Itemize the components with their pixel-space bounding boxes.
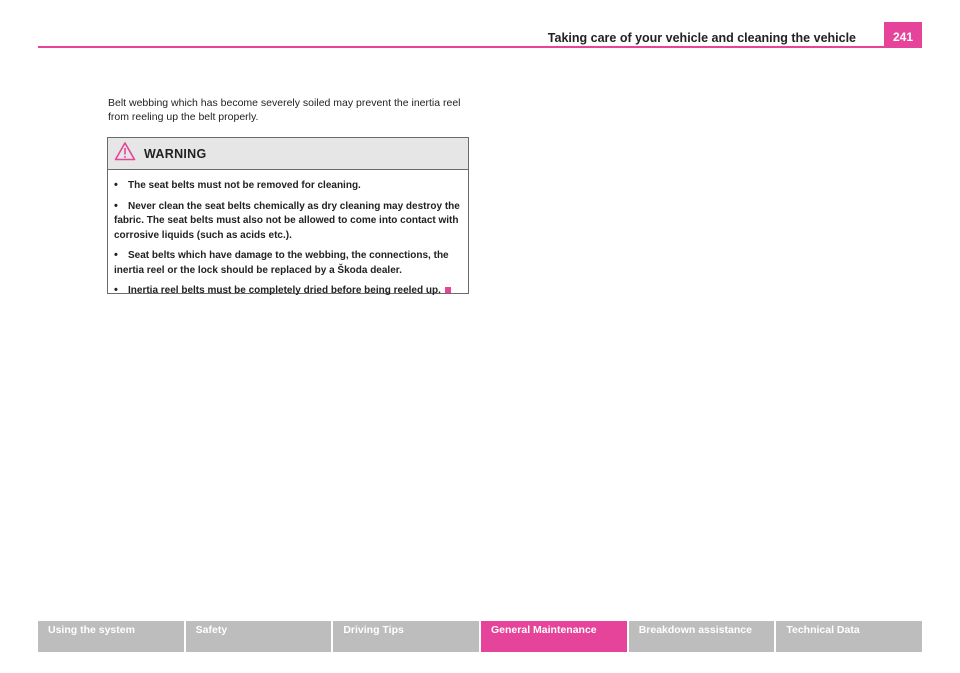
nav-tab-driving-tips[interactable]: Driving Tips [333,621,481,652]
page-title: Taking care of your vehicle and cleaning the vehicle [547,31,856,45]
warning-item: • The seat belts must not be removed for cleaning. [114,179,361,191]
nav-tab-technical-data[interactable]: Technical Data [776,621,922,652]
warning-triangle-icon [114,141,144,166]
warning-list [108,170,468,299]
bullet-icon: • [114,179,118,191]
warning-item: • Inertia reel belts must be completely dried before being reeled up. [114,283,463,299]
body-paragraph: Belt webbing which has become severely soiled may prevent the inertia reel from reeling up the belt properly. [108,97,461,123]
nav-tab-breakdown-assistance[interactable]: Breakdown assistance [629,621,777,652]
bullet-icon: • [114,199,118,212]
end-of-section-icon [445,287,451,293]
warning-item: • Never clean the seat belts chemically as dry cleaning may destroy the fabric. The seat belts must also not be allowed to come into contact with corrosive liquids (such as acids etc.). [114,199,460,241]
header-rule [38,46,920,48]
nav-tab-safety[interactable]: Safety [186,621,334,652]
warning-header [108,138,468,170]
nav-tab-using-the-system[interactable]: Using the system [38,621,186,652]
bullet-icon: • [114,284,118,296]
bullet-icon: • [114,249,118,261]
warning-title: WARNING [144,146,207,161]
warning-item: • Seat belts which have damage to the webbing, the connections, the inertia reel or the lock should be replaced by a Škoda dealer. [114,249,449,276]
page-number: 241 [884,22,922,48]
warning-box [107,137,469,294]
footer-nav [38,621,922,652]
nav-tab-general-maintenance[interactable]: General Maintenance [481,621,629,652]
